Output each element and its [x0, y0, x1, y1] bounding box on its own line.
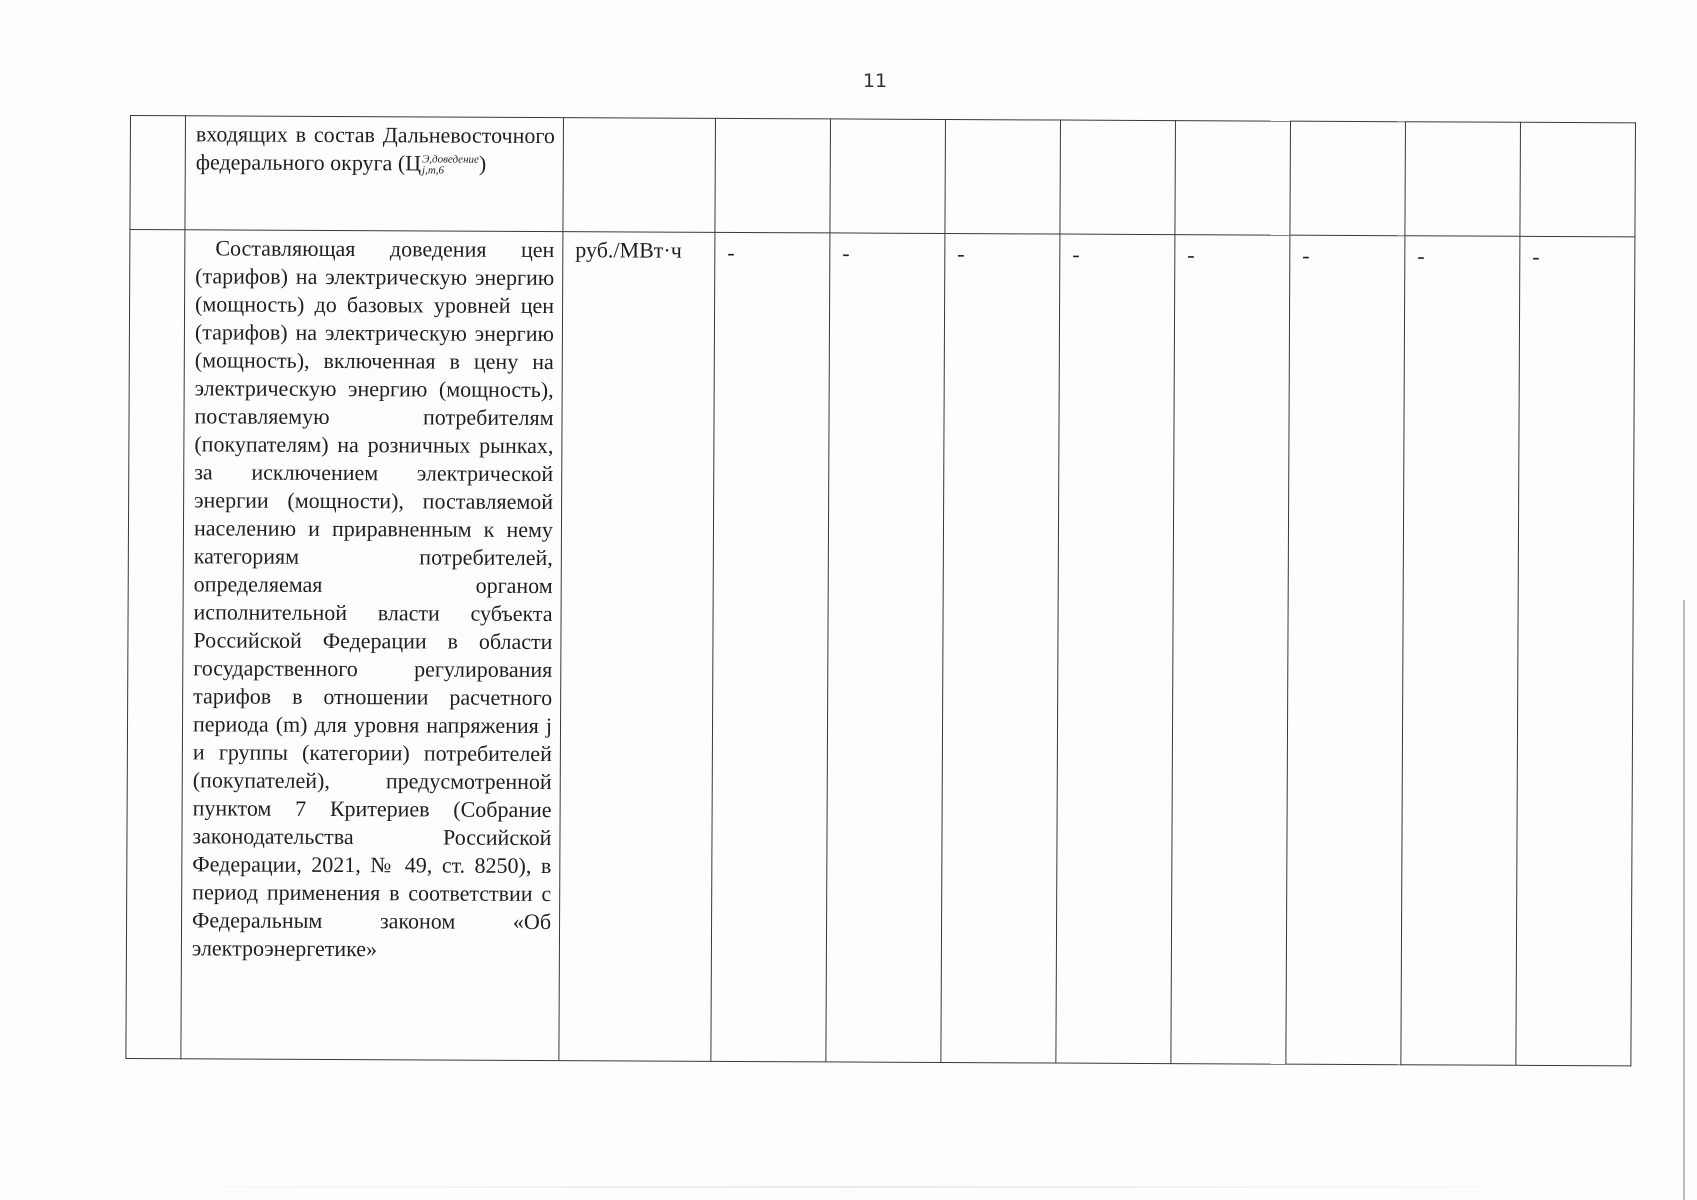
- description-prefix: входящих в состав Дальневосточного федерального округа (Ц: [195, 121, 555, 176]
- formula-subscript: j,m,6: [422, 164, 445, 177]
- scan-shadow: [80, 1186, 1620, 1188]
- description-cell: [185, 116, 564, 232]
- value-cell: -: [826, 233, 945, 1063]
- tariff-table: [125, 115, 1636, 1066]
- value-cell: [945, 119, 1061, 234]
- unit-cell: руб./МВт·ч: [559, 232, 715, 1062]
- value-cell: [1520, 122, 1636, 237]
- value-cell: [715, 118, 831, 233]
- value-cell: -: [1171, 235, 1290, 1065]
- scan-edge: [1683, 600, 1685, 1200]
- value-cell: -: [1401, 236, 1520, 1066]
- description-text: [196, 120, 555, 178]
- number-cell: [126, 230, 185, 1059]
- value-cell: [1175, 121, 1291, 236]
- formula-indices: [422, 154, 479, 176]
- page-number: 11: [862, 70, 888, 92]
- description-cell: [181, 230, 563, 1061]
- value-cell: -: [711, 232, 830, 1062]
- formula-close: ): [478, 150, 487, 176]
- value-cell: [1405, 122, 1521, 237]
- description-text: Составляющая доведения цен (тарифов) на электрическую энергию (мощность) до базовых уровней цен (тарифов) на электрическую энергию (мощность), включенная в цену на электрическую энергию (мощность), поставляемую потребителям (покупателям) на розничных рынках, за исключением электрической энергии (мощности), поставляемой населению и приравненным к нему категориям потребителей, определяемая органом исполнительной власти субъекта Российской Федерации в области государственного регулирования тарифов в отношении расчетного периода (m) для уровня напряжения j и группы (категории) потребителей (покупателей), предусмотренной пунктом 7 Критериев (Собрание законодательства Российской Федерации, 2021, № 49, ст. 8250), в период применения в соответствии с Федеральным законом «Об электроэнергетике»: [191, 235, 555, 962]
- formula-superscript: Э,доведение: [422, 153, 479, 166]
- table-row: [130, 116, 1636, 237]
- value-cell: -: [941, 233, 1060, 1063]
- value-cell: [1060, 120, 1176, 235]
- value-cell: [830, 119, 946, 234]
- value-cell: [1290, 121, 1406, 236]
- value-cell: -: [1516, 236, 1635, 1066]
- number-cell: [130, 116, 186, 230]
- value-cell: -: [1286, 235, 1405, 1065]
- table-row: [126, 230, 1635, 1066]
- value-cell: -: [1056, 234, 1175, 1064]
- tariff-table-wrapper: [125, 115, 1610, 1066]
- unit-cell: [563, 118, 716, 233]
